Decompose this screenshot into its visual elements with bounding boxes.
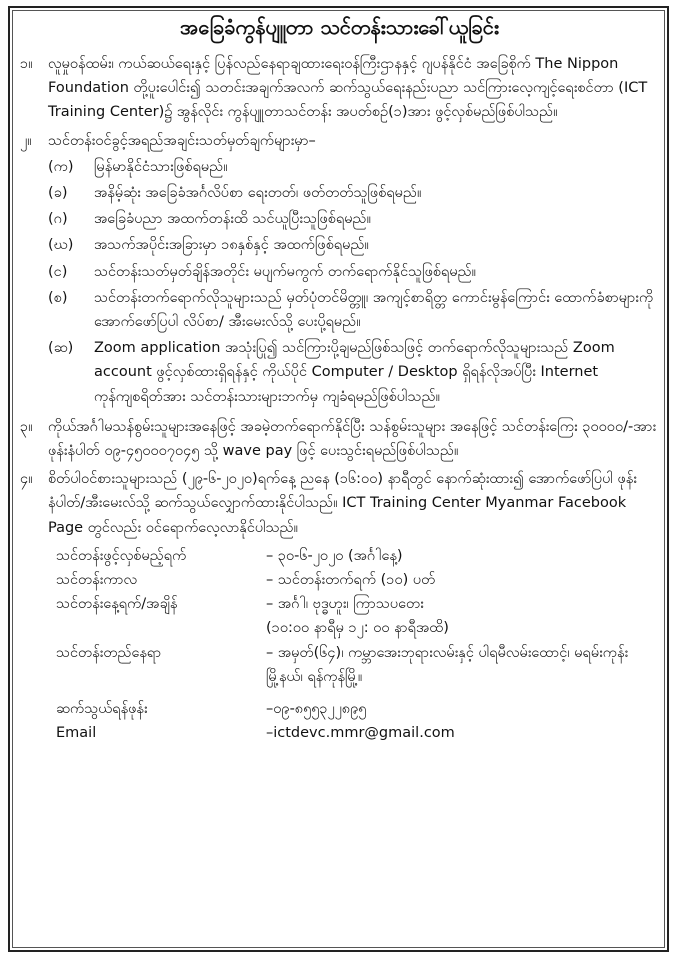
requirement-item <box>20 233 660 257</box>
info-key: သင်တန်းကာလ <box>56 572 138 589</box>
info-value <box>266 641 660 689</box>
section-text: စိတ်ပါဝင်စားသူများသည် (၂၉-၆-၂၀၂၀)ရက်နေ့ ညနေ (၁၆:၀၀) နာရီတွင် နောက်ဆုံးထား၍ အောက်ဖော်ပြပါ ဖုန်းနံပါတ်/အီးမေးလ်သို့ ဆက်သွယ်လျှောက်ထားနိုင်ပါသည်။ ICT Training Center Myanmar Facebook Page တွင်လည်း ဝင်ရောက်လေ့လာနိုင်ပါသည်။ <box>48 471 637 536</box>
requirement-label: (ဆ) <box>48 340 74 357</box>
requirement-item <box>20 260 660 284</box>
info-value <box>266 592 660 640</box>
info-key: သင်တန်းဖွင့်လှစ်မည့်ရက် <box>56 547 187 564</box>
section-4 <box>20 467 660 540</box>
info-key: သင်တန်းနေ့ရက်/အချိန် <box>56 596 178 613</box>
section-2 <box>20 129 660 153</box>
info-row-location <box>56 641 660 689</box>
requirement-text: သင်တန်းတက်ရောက်လိုသူများသည် မှတ်ပုံတင်မိတ္တူ၊ အကျင့်စာရိတ္တ ကောင်းမွန်ကြောင်း ထောက်ခံစာများကို အောက်ဖော်ပြပါ လိပ်စာ/ အီးမေးလ်သို့ ပေးပို့ရမည်။ <box>94 289 654 331</box>
requirement-text: Zoom application အသုံးပြု၍ သင်ကြားပို့ချမည်ဖြစ်သဖြင့် တက်ရောက်လိုသူများသည် Zoom account ဖွင့်လှစ်ထားရှိရန်နှင့် ကိုယ်ပိုင် Computer / Desktop ရှိရန်လိုအပ်ပြီး Internet ကုန်ကျစရိတ်အား သင်တန်းသားများဘက်မှ ကျခံရမည်ဖြစ်ပါသည်။ <box>94 340 615 405</box>
info-row-open-date <box>56 544 660 568</box>
requirement-label: (စ) <box>48 289 68 306</box>
info-key: ဆက်သွယ်ရန်ဖုန်း <box>56 701 148 718</box>
document-body <box>20 52 660 745</box>
section-3 <box>20 415 660 463</box>
info-row-email <box>56 721 660 745</box>
info-value-line: – အင်္ဂါ၊ ဗုဒ္ဓဟူး၊ ကြာသပတေး <box>266 596 424 613</box>
requirement-text: အနိမ့်ဆုံး အခြေခံအင်္ဂလိပ်စာ ရေးတတ်၊ ဖတ်တတ်သူဖြစ်ရမည်။ <box>94 185 422 202</box>
requirement-text: အခြေခံပညာ အထက်တန်းထိ သင်ယူပြီးသူဖြစ်ရမည်။ <box>94 211 371 228</box>
info-value: – ၃၀-၆-၂၀၂၀ (အင်္ဂါနေ့) <box>266 547 403 564</box>
course-info <box>56 544 660 746</box>
info-row-schedule <box>56 592 660 640</box>
info-value-line: (၁၀:၀၀ နာရီမှ ၁၂: ၀၀ နာရီအထိ) <box>266 620 449 637</box>
section-text: ကိုယ်အင်္ဂါမသန်စွမ်းသူများအနေဖြင့် အခမဲ့တက်ရောက်နိုင်ပြီး သန်စွမ်းသူများ အနေဖြင့် သင်တန်းကြေး ၃၀၀၀၀/-အား ဖုန်းနံပါတ် ၀၉-၄၅၀၀၀၇၀၄၅ သို့ wave pay ဖြင့် ပေးသွင်းရမည်ဖြစ်ပါသည်။ <box>48 418 657 460</box>
requirement-label: (င) <box>48 263 68 280</box>
requirement-label: (က) <box>48 158 74 175</box>
info-key: Email <box>56 725 97 742</box>
page-title: အခြေခံကွန်ပျူတာ သင်တန်းသားခေါ်ယူခြင်း <box>180 15 499 39</box>
info-value: – သင်တန်းတက်ရက် (၁၀) ပတ် <box>266 572 436 589</box>
requirement-label: (ဂ) <box>48 211 68 228</box>
requirement-label: (ခ) <box>48 185 68 202</box>
section-text: လူမှုဝန်ထမ်း၊ ကယ်ဆယ်ရေးနှင့် ပြန်လည်နေရာချထားရေးဝန်ကြီးဌာနနှင့် ဂျပန်နိုင်ငံ အခြေစိုက် The Nippon Foundation တို့ပူးပေါင်း၍ သတင်းအချက်အလက် ဆက်သွယ်ရေးနည်းပညာ သင်ကြားလေ့ကျင့်ရေးစင်တာ (ICT Training Center)၌ အွန်လိုင်း ကွန်ပျူတာသင်တန်း အပတ်စဉ်(၁)အား ဖွင့်လှစ်မည်ဖြစ်ပါသည်။ <box>48 56 648 121</box>
requirement-item <box>20 207 660 231</box>
section-number: ၁။ <box>20 56 33 72</box>
info-row-phone <box>56 697 660 721</box>
section-number: ၄။ <box>20 471 33 488</box>
requirement-text: သင်တန်းသတ်မှတ်ချိန်အတိုင်း မပျက်မကွက် တက်ရောက်နိုင်သူဖြစ်ရမည်။ <box>94 263 477 280</box>
section-number: ၂။ <box>20 132 32 149</box>
requirement-text: အသက်အပိုင်းအခြားမှာ ၁၈နှစ်နှင့် အထက်ဖြစ်ရမည်။ <box>94 237 369 254</box>
email-address: –ictdevc.mmr@gmail.com <box>266 725 455 742</box>
requirement-text: မြန်မာနိုင်ငံသားဖြစ်ရမည်။ <box>94 158 228 175</box>
requirement-label: (ဃ) <box>48 237 74 254</box>
section-1 <box>20 52 660 125</box>
requirement-item <box>20 155 660 179</box>
requirement-item <box>20 181 660 205</box>
requirement-item <box>20 286 660 334</box>
requirement-item <box>20 336 660 409</box>
info-key: သင်တန်းတည်နေရာ <box>56 644 162 661</box>
phone-number: –၀၉-၈၅၅၃၂၂၈၉၅ <box>266 701 367 718</box>
section-text: သင်တန်းဝင်ခွင့်အရည်အချင်းသတ်မှတ်ချက်များမှာ– <box>48 132 316 149</box>
info-value-line: – အမှတ်(၆၄)၊ ကမ္ဘာအေးဘုရားလမ်းနှင့် ပါရမီလမ်းထောင့်၊ မရမ်းကုန်းမြို့နယ်၊ ရန်ကုန်မြို့။ <box>266 644 629 685</box>
info-row-duration <box>56 568 660 592</box>
section-number: ၃။ <box>20 418 33 435</box>
